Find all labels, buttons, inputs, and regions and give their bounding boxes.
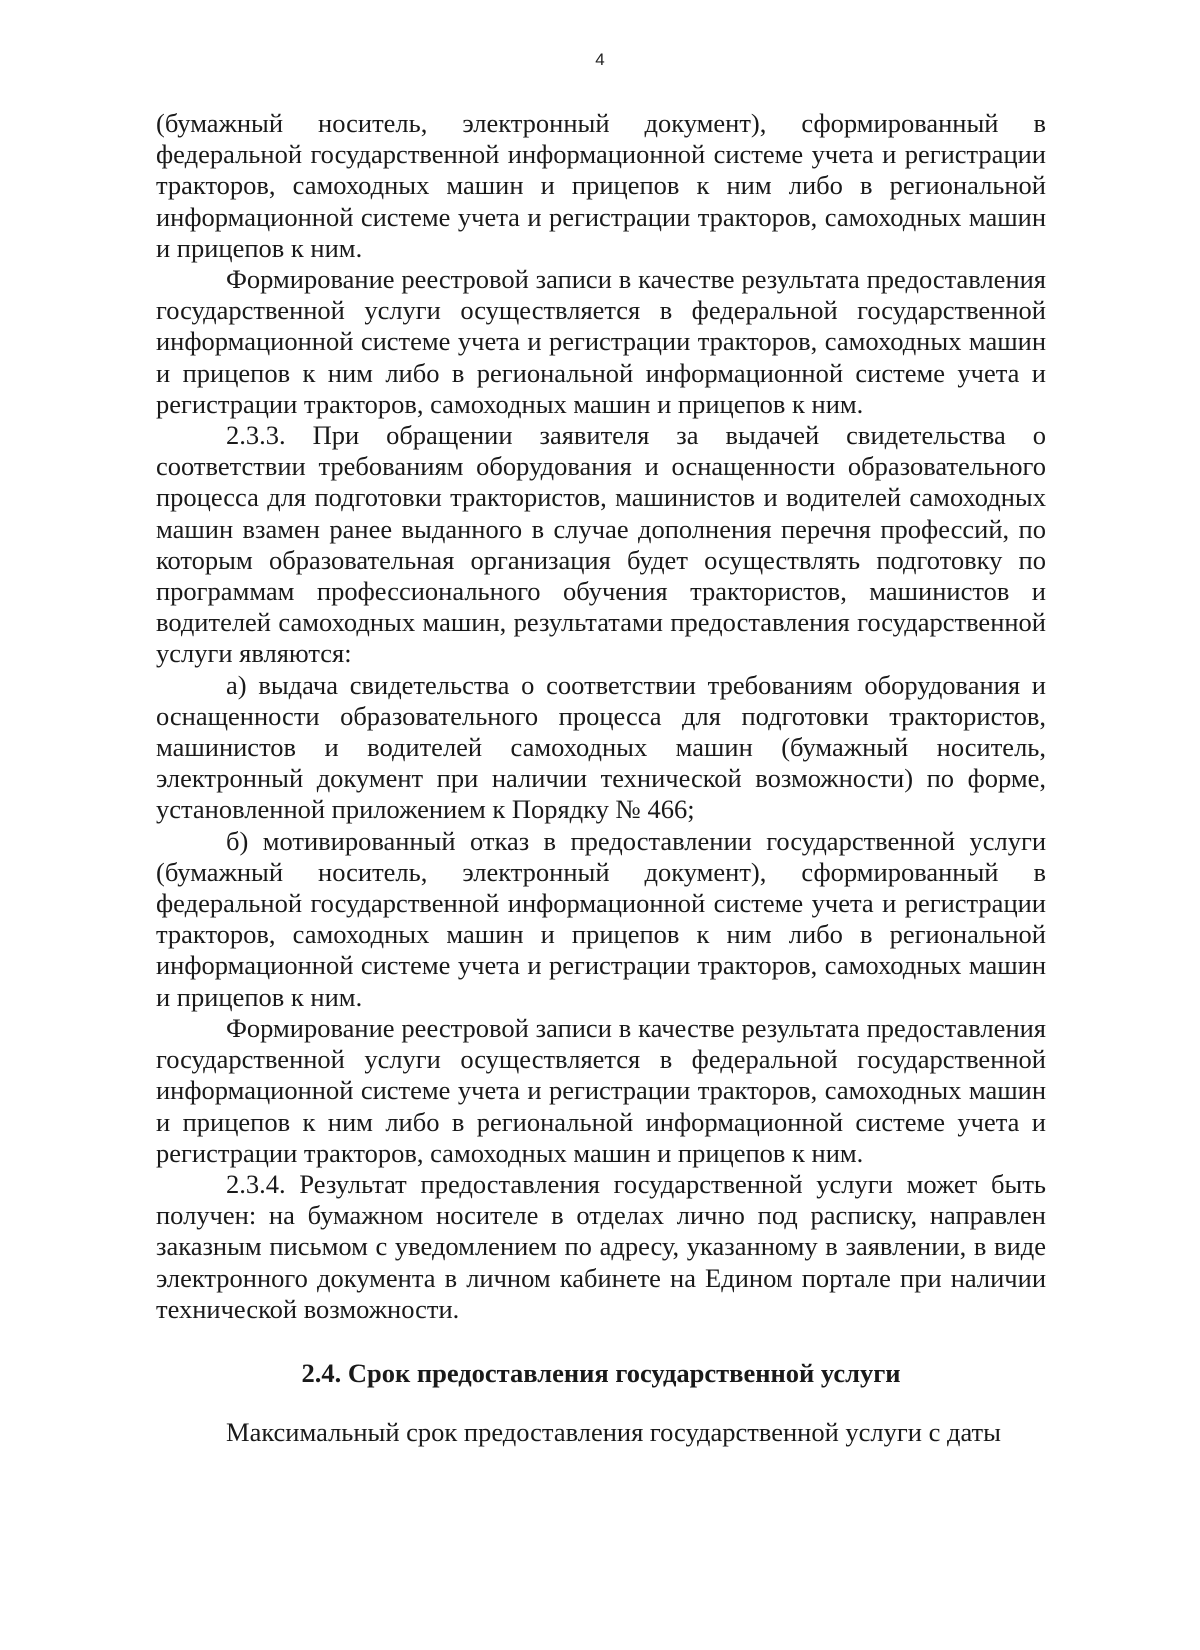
page-number: 4 (595, 50, 605, 69)
paragraph-continuation: (бумажный носитель, электронный документ), сформированный в федеральной государственной информационной системе учета и регистрации тракторов, самоходных машин и прицепов к ним либо в региональной информационной системе учета и регистрации тракторов, самоходных машин и прицепов к ним. (156, 108, 1046, 263)
section-heading-2-4: 2.4. Срок предоставления государственной услуги (301, 1357, 901, 1388)
paragraph-2-3-3: 2.3.3. При обращении заявителя за выдачей свидетельства о соответствии требованиям оборудования и оснащенности образовательного процесса для подготовки трактористов, машинистов и водителей самоходных машин взамен ранее выданного в случае дополнения перечня профессий, по которым образовательная организация будет осуществлять подготовку по программам профессионального обучения трактористов, машинистов и водителей самоходных машин, результатами предоставления государственной услуги являются: (156, 420, 1046, 669)
paragraph-2-3-4: 2.3.4. Результат предоставления государственной услуги может быть получен: на бумажном носителе в отделах лично под расписку, направлен заказным письмом с уведомлением по адресу, указанному в заявлении, в виде электронного документа в личном кабинете на Едином портале при наличии технической возможности. (156, 1168, 1046, 1324)
paragraph-registry-record-1: Формирование реестровой записи в качестве результата предоставления государственной услуги осуществляется в федеральной государственной информационной системе учета и регистрации тракторов, самоходных машин и прицепов к ним либо в региональной информационной системе учета и регистрации тракторов, самоходных машин и прицепов к ним. (156, 264, 1046, 419)
paragraph-max-term: Максимальный срок предоставления государственной услуги с даты (226, 1417, 1001, 1448)
paragraph-item-a: а) выдача свидетельства о соответствии требованиям оборудования и оснащенности образовательного процесса для подготовки трактористов, машинистов и водителей самоходных машин (бумажный носитель, электронный документ при наличии технической возможности) по форме, установленной приложением к Порядку № 466; (156, 669, 1046, 825)
paragraph-item-b: б) мотивированный отказ в предоставлении государственной услуги (бумажный носитель, электронный документ), сформированный в федеральной государственной информационной системе учета и регистрации тракторов, самоходных машин и прицепов к ним либо в региональной информационной системе учета и регистрации тракторов, самоходных машин и прицепов к ним. (156, 825, 1046, 1012)
paragraph-registry-record-2: Формирование реестровой записи в качестве результата предоставления государственной услуги осуществляется в федеральной государственной информационной системе учета и регистрации тракторов, самоходных машин и прицепов к ним либо в региональной информационной системе учета и регистрации тракторов, самоходных машин и прицепов к ним. (156, 1012, 1046, 1168)
document-body (156, 108, 1046, 1448)
